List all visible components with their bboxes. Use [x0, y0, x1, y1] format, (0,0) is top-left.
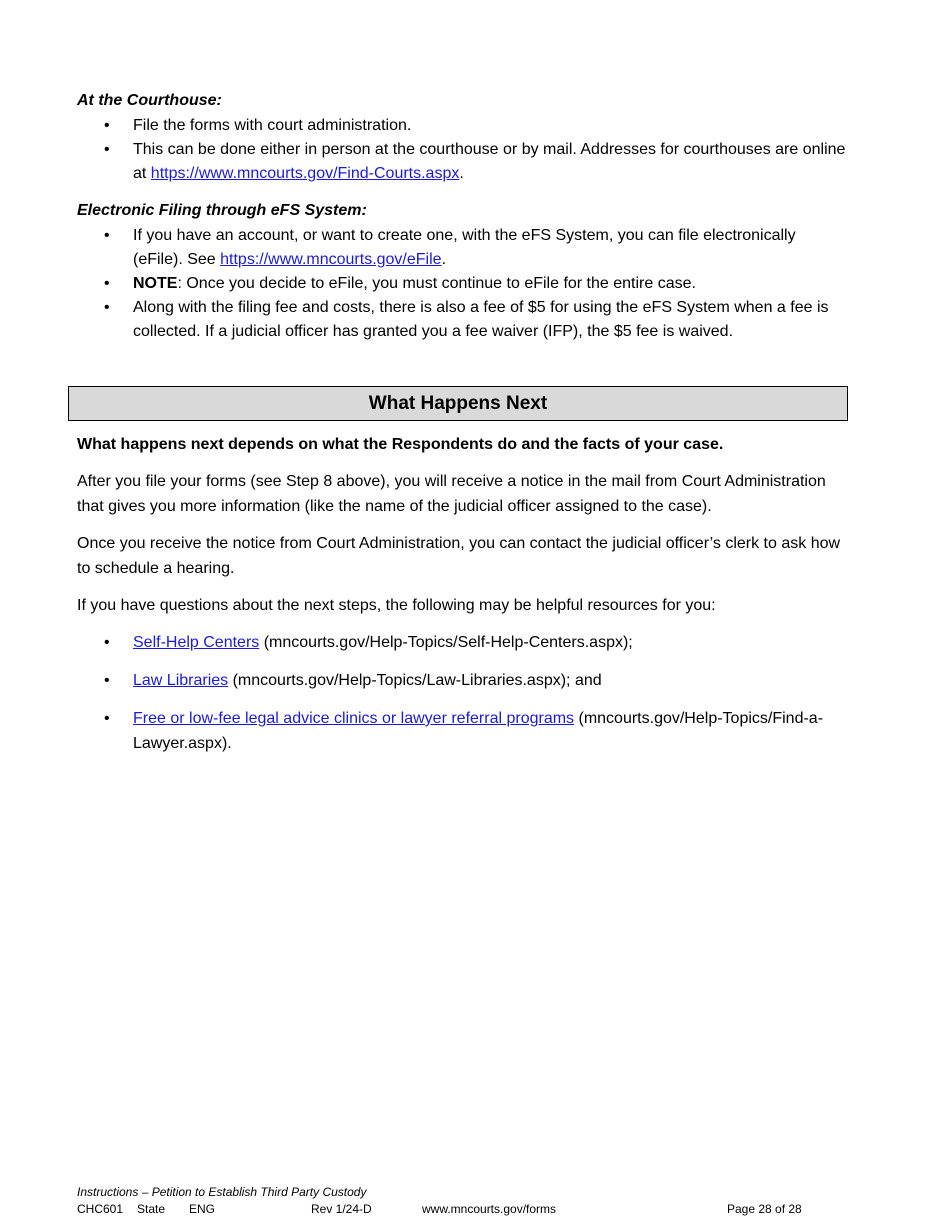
form-language: ENG [189, 1202, 216, 1216]
forms-url: www.mncourts.gov/forms [422, 1202, 557, 1216]
paragraph: If you have questions about the next steps, the following may be helpful resources for you: [77, 597, 716, 614]
bullet-icon: • [104, 634, 110, 651]
page-number: Page 28 of 28 [727, 1202, 802, 1216]
law-libraries-link[interactable]: Law Libraries [133, 672, 229, 689]
footer-row [77, 1201, 877, 1218]
resources-list [77, 630, 847, 756]
bullet-icon: • [104, 299, 110, 316]
footer-title: Instructions – Petition to Establish Third Party Custody [77, 1185, 367, 1199]
page-footer [77, 1184, 877, 1218]
paragraph: After you file your forms (see Step 8 above), you will receive a notice in the mail from Court Administration that gives you more information (like the name of the judicial officer assigned to the case). [77, 473, 826, 515]
bullet-icon: • [104, 141, 110, 158]
bullet-icon: • [104, 227, 110, 244]
efile-link[interactable]: https://www.mncourts.gov/eFile [220, 251, 442, 268]
efile-list [77, 224, 847, 344]
efile-heading: Electronic Filing through eFS System: [77, 202, 367, 219]
paragraph: Once you receive the notice from Court Administration, you can contact the judicial officer’s clerk to ask how to schedule a hearing. [77, 535, 841, 577]
revision: Rev 1/24-D [311, 1202, 372, 1216]
list-item: • Self-Help Centers (mncourts.gov/Help-Topics/Self-Help-Centers.aspx); [77, 630, 847, 655]
section-banner: What Happens Next [68, 386, 848, 421]
list-item: • If you have an account, or want to create one, with the eFS System, you can file electronically (eFile). See https://www.mncourts.gov/eFile. [77, 224, 847, 272]
list-item: • Along with the filing fee and costs, there is also a fee of $5 for using the eFS System when a fee is collected. If a judicial officer has granted you a fee waiver (IFP), the $5 fee is waived. [77, 296, 847, 344]
list-item: • Law Libraries (mncourts.gov/Help-Topics/Law-Libraries.aspx); and [77, 668, 847, 693]
lead-paragraph: What happens next depends on what the Respondents do and the facts of your case. [77, 436, 724, 453]
list-item: • NOTE: Once you decide to eFile, you must continue to eFile for the entire case. [77, 272, 847, 296]
courthouse-list [77, 114, 847, 186]
list-item: • Free or low-fee legal advice clinics or lawyer referral programs (mncourts.gov/Help-Topics/Find-a-Lawyer.aspx). [77, 706, 847, 756]
legal-advice-link[interactable]: Free or low-fee legal advice clinics or lawyer referral programs [133, 710, 575, 727]
list-item: • This can be done either in person at the courthouse or by mail. Addresses for courthouses are online at https://www.mncourts.gov/Find-Courts.aspx. [77, 138, 847, 186]
bullet-icon: • [104, 710, 110, 727]
bullet-icon: • [104, 117, 110, 134]
next-steps-section [77, 432, 847, 769]
find-courts-link[interactable]: https://www.mncourts.gov/Find-Courts.aspx [150, 165, 460, 182]
form-number: CHC601 [77, 1202, 124, 1216]
self-help-centers-link[interactable]: Self-Help Centers [133, 634, 260, 651]
form-state: State [137, 1202, 166, 1216]
courthouse-heading: At the Courthouse: [77, 92, 222, 109]
list-item: • File the forms with court administration. [77, 114, 847, 138]
filing-section [77, 88, 847, 344]
bullet-icon: • [104, 672, 110, 689]
note-label: NOTE [133, 275, 178, 292]
bullet-icon: • [104, 275, 110, 292]
